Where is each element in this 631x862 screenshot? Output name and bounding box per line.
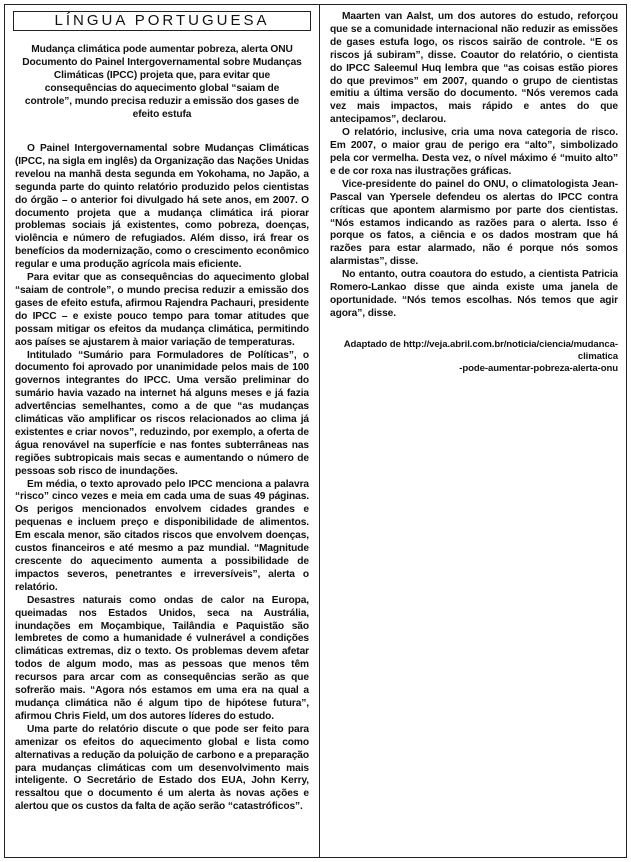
source-line-2: -pode-aumentar-pobreza-alerta-onu <box>459 362 618 374</box>
right-column <box>320 5 626 857</box>
paragraph: O relatório, inclusive, cria uma nova categoria de risco. Em 2007, o maior grau de perigo era “alto”, simbolizado pela cor vermelha. Desta vez, o nível máximo é “muito alto” e de cor roxa nas ilustrações gráficas. <box>330 127 618 177</box>
left-column <box>5 5 320 857</box>
source-line-1: Adaptado de http://veja.abril.com.br/noticia/ciencia/mudanca-climatica <box>343 338 618 362</box>
paragraph: Desastres naturais como ondas de calor na Europa, queimadas nos Estados Unidos, seca na Austrália, inundações em Moçambique, Tailândia e Paquistão são lembretes de como a humanidade é vulnerável a condições climáticas extremas, diz o texto. Os problemas devem afetar todos de algum modo, mas as pessoas que menos têm recursos para arcar com as consequências serão as que sofrerão mais. “Agora nós estamos em uma era na qual a mudança climática não é algum tipo de hipótese futura”, afirmou Chris Field, um dos autores líderes do estudo. <box>15 594 309 722</box>
article-lead: Mudança climática pode aumentar pobreza, alerta ONU Documento do Painel Intergovernamental sobre Mudanças Climáticas (IPCC) projeta que, para evitar que consequências do aquecimento global “saiam de controle”, mundo precisa reduzir a emissão dos gases de efeito estufa <box>22 44 302 120</box>
paragraph: Maarten van Aalst, um dos autores do estudo, reforçou que se a comunidade internacional não reduzir as emissões de gases estufa logo, os riscos sairão de controle. “E os riscos já subiram”, disse. Coautor do relatório, o cientista do IPCC Saleemul Huq lembra que “as coisas estão piores do que previmos” em 2007, quando o grupo de cientistas emitiu a última versão do documento. “Nós veremos cada vez mais impactos, mais rápido e antes do que antecipamos”, declarou. <box>330 11 618 126</box>
source-citation <box>330 339 618 375</box>
paragraph: Uma parte do relatório discute o que pode ser feito para amenizar os efeitos do aquecimento global e lista como alternativas a redução da poluição de carbono e a preparação para mudanças climáticas com um desenvolvimento mais inteligente. O Secretário de Estado dos EUA, John Kerry, ressaltou que o documento é um alerta às novas ações e alertou que os custos da falta de ação serão “catastróficos”. <box>15 723 309 813</box>
paragraph: Em média, o texto aprovado pelo IPCC menciona a palavra “risco” cinco vezes e meia em cada uma de suas 49 páginas. Os perigos mencionados envolvem cidades grandes e pequenas e incluem preço e disponibilidade de alimentos. Em escala menor, são citados riscos que envolvem doenças, custos financeiros e até mesmo a paz mundial. “Magnitude crescente do aquecimento aumenta a possibilidade de impactos severos, penetrantes e irreversíveis”, alerta o relatório. <box>15 478 309 593</box>
paragraph: O Painel Intergovernamental sobre Mudanças Climáticas (IPCC, na sigla em inglês) da Organização das Nações Unidas revelou na manhã desta segunda em Yokohama, no Japão, a segunda parte do quinto relatório produzido pelos cientistas do órgão – o anterior foi divulgado há sete anos, em 2007. O documento projeta que a mudança climática irá piorar problemas sociais já existentes, como pobreza, doenças, violência e número de refugiados. Além disso, irá frear os benefícios da modernização, como o crescimento econômico regular e uma produção agrícola mais eficiente. <box>15 143 309 271</box>
paragraph: Intitulado “Sumário para Formuladores de Políticas”, o documento foi aprovado por unanimidade pelos mais de 100 governos integrantes do IPCC. Uma versão preliminar do sumário havia vazado na internet há alguns meses e já fazia advertências semelhantes, como a de que “as mudanças climáticas vão amplificar os riscos relacionados ao clima já existentes e criar novos”, reduzindo, por exemplo, a oferta de água renovável na superfície e nas fontes subterrâneas nas regiões subtropicais mais secas e aumentando o número de pessoas sob risco de inundações. <box>15 349 309 477</box>
paragraph: Vice-presidente do painel do ONU, o climatologista Jean-Pascal van Ypersele defendeu os alertas do IPCC contra críticas que apontem alarmismo por parte dos cientistas. “Nós estamos indicando as razões para o alerta. Isso é porque os fatos, a ciência e os dados mostram que há razões para estar alarmado, não é porque nós somos alarmistas”, disse. <box>330 178 618 268</box>
document-page <box>4 4 627 858</box>
paragraph: Para evitar que as consequências do aquecimento global “saiam de controle”, o mundo precisa reduzir a emissão dos gases de efeito estufa, afirmou Rajendra Pachauri, presidente do IPCC – e existe pouco tempo para tomar atitudes que possam mitigar os efeitos da mudança climática, permitindo aos países se ajustarem à maior variação de temperaturas. <box>15 272 309 348</box>
section-header: LÍNGUA PORTUGUESA <box>13 11 311 31</box>
paragraph: No entanto, outra coautora do estudo, a cientista Patricia Romero-Lankao disse que ainda existe uma janela de oportunidade. “Nós temos escolhas. Nós temos que agir agora”, disse. <box>330 269 618 319</box>
